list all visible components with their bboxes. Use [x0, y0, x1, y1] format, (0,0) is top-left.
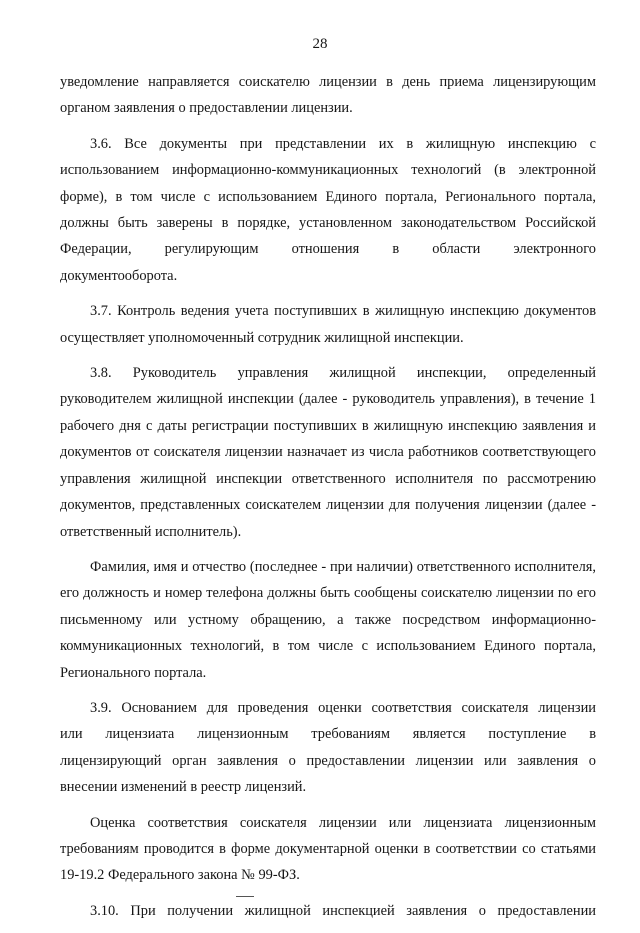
paragraph-3-8: 3.8. Руководитель управления жилищной инспекции, определенный руководителем жилищной инспекции (далее - руководитель управления), в течение 1 рабочего дня с даты регистрации поступивших в жилищную инспекцию заявления и документов от соискателя лицензии назначает из числа работников соответствующего управления жилищной инспекции ответственного исполнителя по рассмотрению документов, представленных соискателем лицензии для получения лицензии (далее - ответственный исполнитель). [60, 365, 596, 540]
page-number: 28 [312, 36, 328, 52]
text-line: должны быть заверены в порядке, установленном законодательством Российской [60, 215, 596, 232]
paragraph-intro-continuation: уведомление направляется соискателю лицензии в день приема лицензирующим органом заявления о предоставлении лицензии. [60, 74, 596, 117]
text-line: или лицензиата лицензионным требованиям является поступление в [60, 726, 596, 743]
text-line: 3.6. Все документы при представлении их в жилищную инспекцию с [90, 135, 596, 152]
paragraph-3-10 [60, 898, 596, 924]
text-line: документооборота. [60, 267, 178, 284]
text-line: лицензирующий орган заявления о предоставлении лицензии или заявления о [60, 752, 596, 769]
text-line: Федерации, регулирующим отношения в области электронного [60, 241, 596, 258]
paragraph-compliance-assessment: Оценка соответствия соискателя лицензии или лицензиата лицензионным требованиям проводится в форме документарной оценки в соответствии со статьями 19-19.2 Федерального закона № 99-ФЗ. [60, 814, 596, 884]
text-line: внесении изменений в реестр лицензий. [60, 779, 307, 796]
text-line: 3.9. Основанием для проведения оценки соответствия соискателя лицензии [90, 699, 596, 716]
text-line: 3.10. При получении жилищной инспекцией заявления о предоставлении [90, 902, 596, 919]
paragraph-3-6 [60, 131, 596, 289]
document-body [60, 69, 596, 933]
text-line: использованием информационно-коммуникационных технологий (в электронной [60, 162, 596, 179]
paragraph-3-7: 3.7. Контроль ведения учета поступивших в жилищную инспекцию документов осуществляет уполномоченный сотрудник жилищной инспекции. [60, 303, 596, 346]
paragraph-3-9 [60, 695, 596, 801]
text-line: форме), в том числе с использованием Единого портала, Регионального портала, [60, 188, 596, 205]
scan-artifact-mark [236, 896, 254, 901]
paragraph-executor-details: Фамилия, имя и отчество (последнее - при наличии) ответственного исполнителя, его должность и номер телефона должны быть сообщены соискателю лицензии по его письменному или устному обращению, а также посредством информационно-коммуникационных технологий, в том числе с использованием Единого портала, Регионального портала. [60, 558, 596, 681]
